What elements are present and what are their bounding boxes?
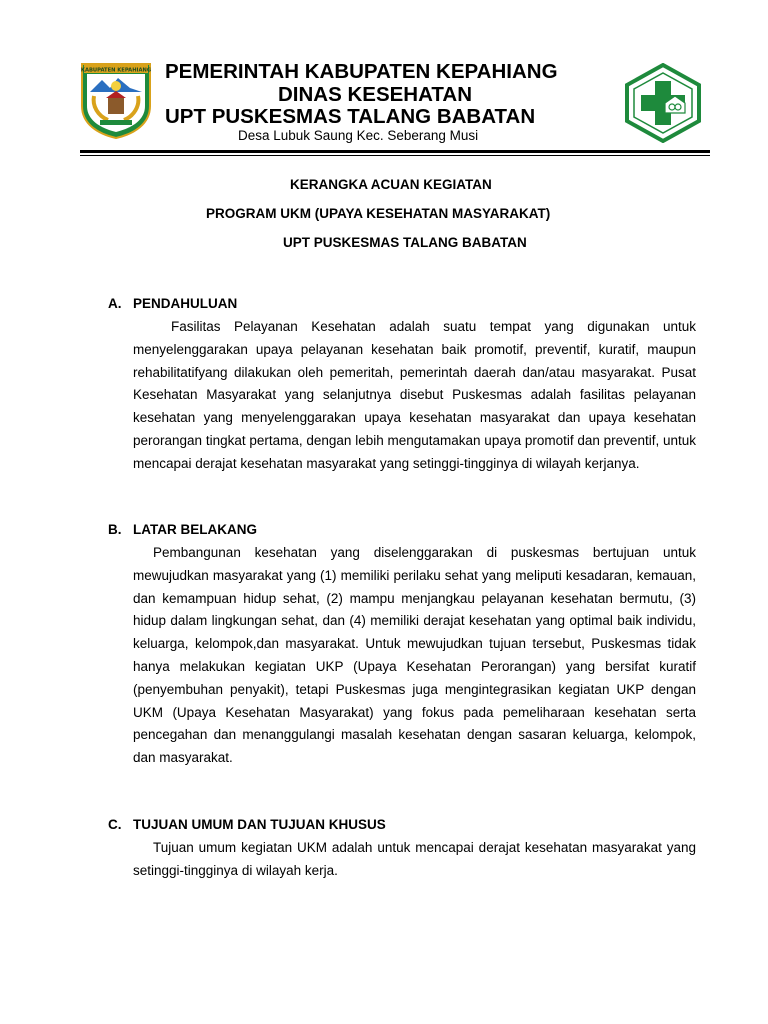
- letterhead-line-2: DINAS KESEHATAN: [278, 83, 472, 106]
- section-c-title: TUJUAN UMUM DAN TUJUAN KHUSUS: [133, 817, 386, 832]
- section-c-letter: C.: [108, 817, 122, 832]
- section-b-letter: B.: [108, 522, 122, 537]
- letterhead-rule-thin: [80, 155, 710, 156]
- section-c-paragraph: Tujuan umum kegiatan UKM adalah untuk mencapai derajat kesehatan masyarakat yang setinggi-tingginya di wilayah kerja.: [133, 840, 696, 878]
- section-b-paragraph: Pembangunan kesehatan yang diselenggarakan di puskesmas bertujuan untuk mewujudkan masyarakat yang (1) memiliki perilaku sehat yang meliputi kesadaran, kemauan, dan kemampuan hidup sehat, (2) mampu menjangkau pelayanan kesehatan bermutu, (3) hidup dalam lingkungan sehat, dan (4) memiliki derajat kesehatan yang optimal baik individu, keluarga, kelompok,dan masyarakat. Untuk mewujudkan tujuan tersebut, Puskesmas tidak hanya melakukan kegiatan UKP (Upaya Kesehatan Perorangan) yang bersifat kuratif (penyembuhan penyakit), tetapi Puskesmas juga mengintegrasikan kegiatan UKP dengan UKM (Upaya Kesehatan Masyarakat) yang fokus pada pemeliharaan kesehatan serta pencegahan dan menanggulangi masalah kesehatan dengan sasaran keluarga, kelompok, dan masyarakat.: [133, 545, 696, 766]
- document-title-1: KERANGKA ACUAN KEGIATAN: [290, 177, 492, 192]
- letterhead-rule-thick: [80, 150, 710, 153]
- document-title-3: UPT PUSKESMAS TALANG BABATAN: [283, 235, 527, 250]
- section-b-title: LATAR BELAKANG: [133, 522, 257, 537]
- section-a-paragraph: Fasilitas Pelayanan Kesehatan adalah suatu tempat yang digunakan untuk menyelenggarakan upaya pelayanan kesehatan baik promotif, preventif, kuratif, maupun rehabilitatifyang dilakukan oleh pemeritah, pemerintah daerah dan/atau masyarakat. Pusat Kesehatan Masyarakat yang selanjutnya disebut Puskesmas adalah fasilitas pelayanan kesehatan yang menyelenggarakan upaya kesehatan masyarakat dan upaya kesehatan perorangan tingkat pertama, dengan lebih mengutamakan upaya promotif dan preventif, untuk mencapai derajat kesehatan masyarakat yang setinggi-tingginya di wilayah kerjanya.: [133, 319, 696, 471]
- section-c-heading: [108, 817, 386, 832]
- kabupaten-kepahiang-emblem: [78, 60, 154, 140]
- puskesmas-emblem: [623, 63, 703, 143]
- section-a-heading: [108, 296, 237, 311]
- section-a-title: PENDAHULUAN: [133, 296, 238, 311]
- svg-text:KABUPATEN KEPAHIANG: KABUPATEN KEPAHIANG: [80, 67, 152, 74]
- section-a-letter: A.: [108, 296, 122, 311]
- section-b-heading: [108, 522, 257, 537]
- letterhead-line-1: PEMERINTAH KABUPATEN KEPAHIANG: [165, 60, 558, 83]
- letterhead-line-3: UPT PUSKESMAS TALANG BABATAN: [165, 105, 536, 128]
- letterhead-address: Desa Lubuk Saung Kec. Seberang Musi: [238, 128, 479, 143]
- document-title-2: PROGRAM UKM (UPAYA KESEHATAN MASYARAKAT): [206, 206, 551, 221]
